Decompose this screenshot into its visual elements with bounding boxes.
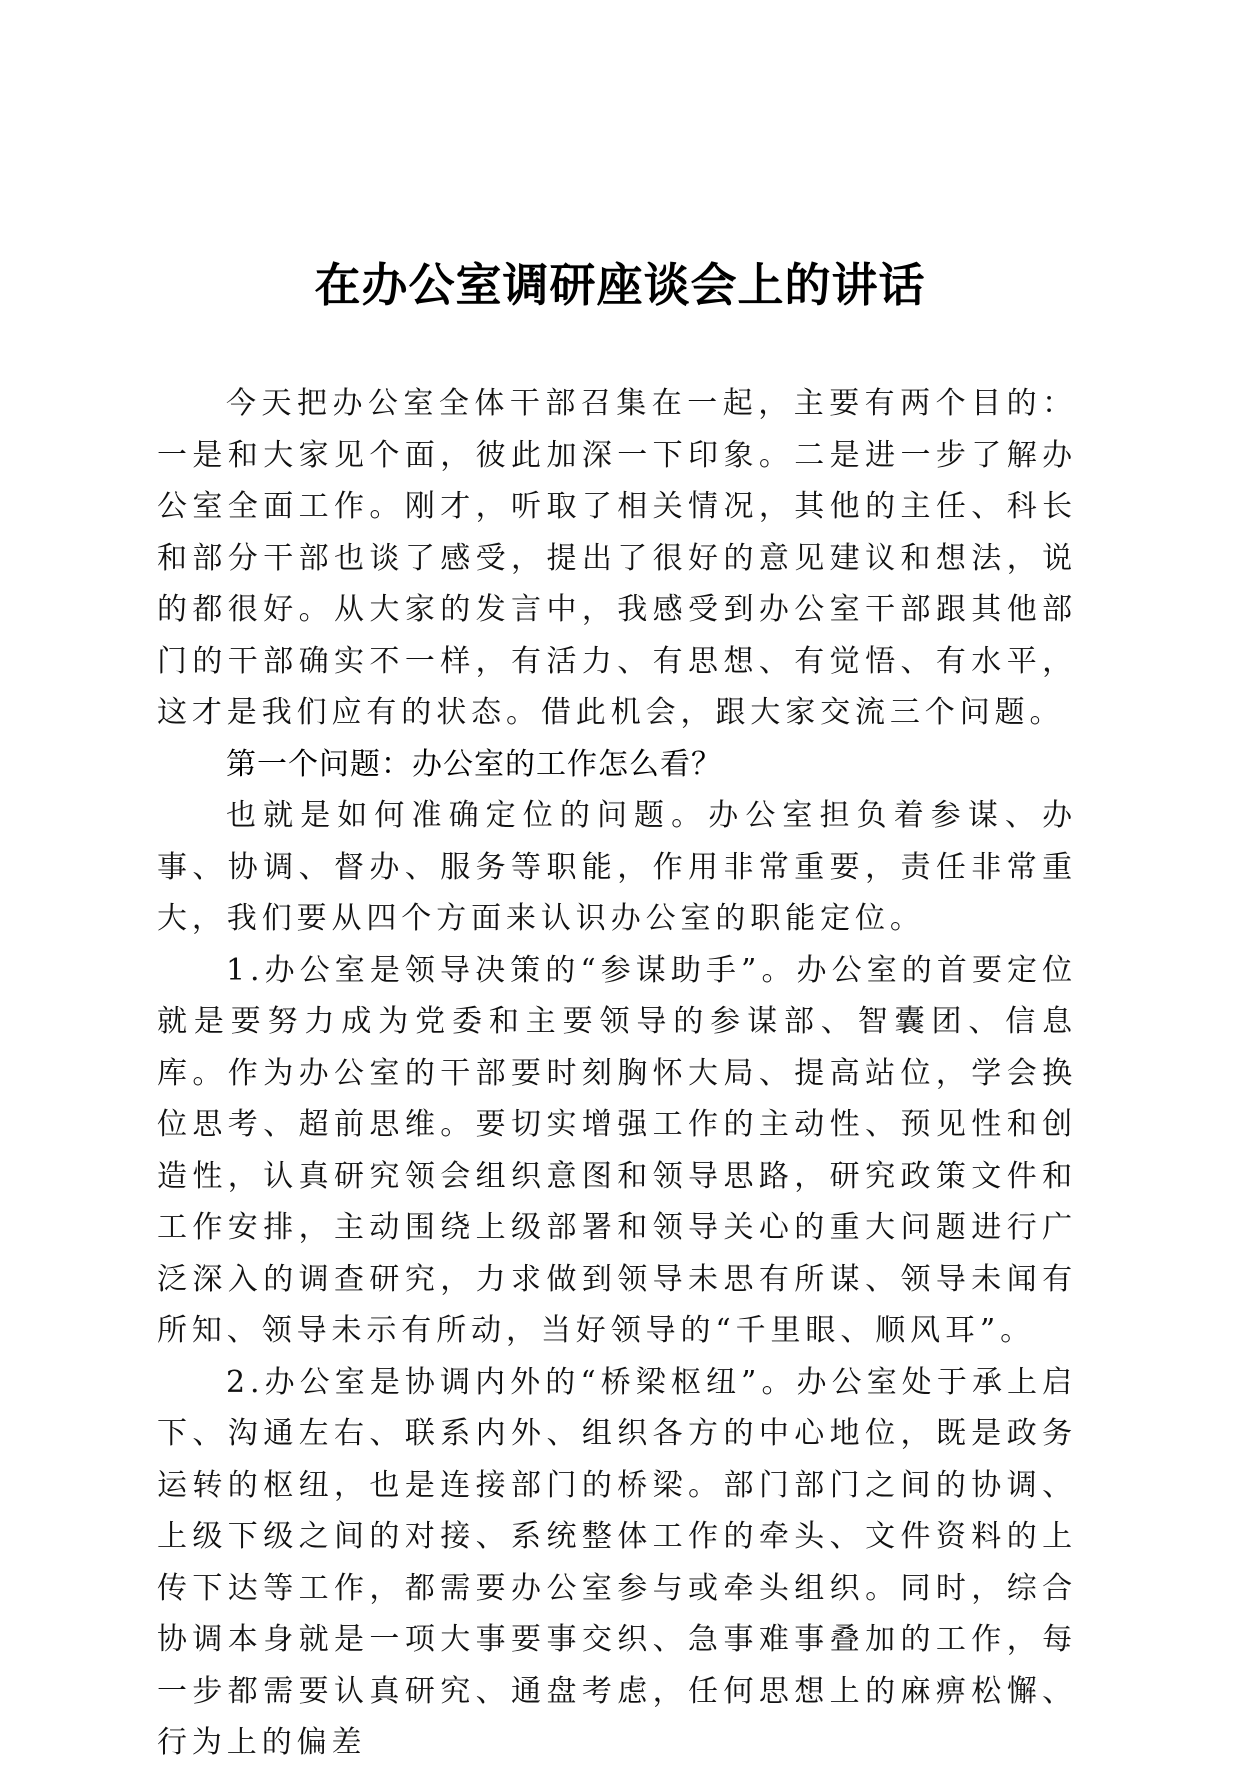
- item-2-body: 办公室处于承上启下、沟通左右、联系内外、组织各方的中心地位，既是政务运转的枢纽，也是连接部门的桥梁。部门部门之间的协调、上级下级之间的对接、系统整体工作的牵头、文件资料的上传下达等工作，都需要办公室参与或牵头组织。同时，综合协调本身就是一项大事要事交织、急事难事叠加的工作，每一步都需要认真研究、通盘考虑，任何思想上的麻痹松懈、行为上的偏差: [157, 1364, 1077, 1760]
- item-1-lead: 1.办公室是领导决策的“参谋助手”。: [226, 952, 797, 988]
- item-1-paragraph: [157, 945, 1077, 1357]
- item-2-paragraph: [157, 1357, 1077, 1769]
- intro-paragraph: 今天把办公室全体干部召集在一起，主要有两个目的：一是和大家见个面，彼此加深一下印象。二是进一步了解办公室全面工作。刚才，听取了相关情况，其他的主任、科长和部分干部也谈了感受，提出了很好的意见建议和想法，说的都很好。从大家的发言中，我感受到办公室干部跟其他部门的干部确实不一样，有活力、有思想、有觉悟、有水平，这才是我们应有的状态。借此机会，跟大家交流三个问题。: [157, 386, 1077, 730]
- section-heading-1: 第一个问题：办公室的工作怎么看？: [226, 746, 722, 782]
- item-1-body: 办公室的首要定位就是要努力成为党委和主要领导的参谋部、智囊团、信息库。作为办公室的干部要时刻胸怀大局、提高站位，学会换位思考、超前思维。要切实增强工作的主动性、预见性和创造性，认真研究领会组织意图和领导思路，研究政策文件和工作安排，主动围绕上级部署和领导关心的重大问题进行广泛深入的调查研究，力求做到领导未思有所谋、领导未闻有所知、领导未示有所动，当好领导的“千里眼、顺风耳”。: [157, 952, 1077, 1348]
- section-1-intro-paragraph: 也就是如何准确定位的问题。办公室担负着参谋、办事、协调、督办、服务等职能，作用非常重要，责任非常重大，我们要从四个方面来认识办公室的职能定位。: [157, 798, 1077, 936]
- document-body: [157, 378, 1077, 1769]
- document-title: 在办公室调研座谈会上的讲话: [314, 258, 926, 312]
- item-2-lead: 2.办公室是协调内外的“桥梁枢纽”。: [226, 1364, 797, 1400]
